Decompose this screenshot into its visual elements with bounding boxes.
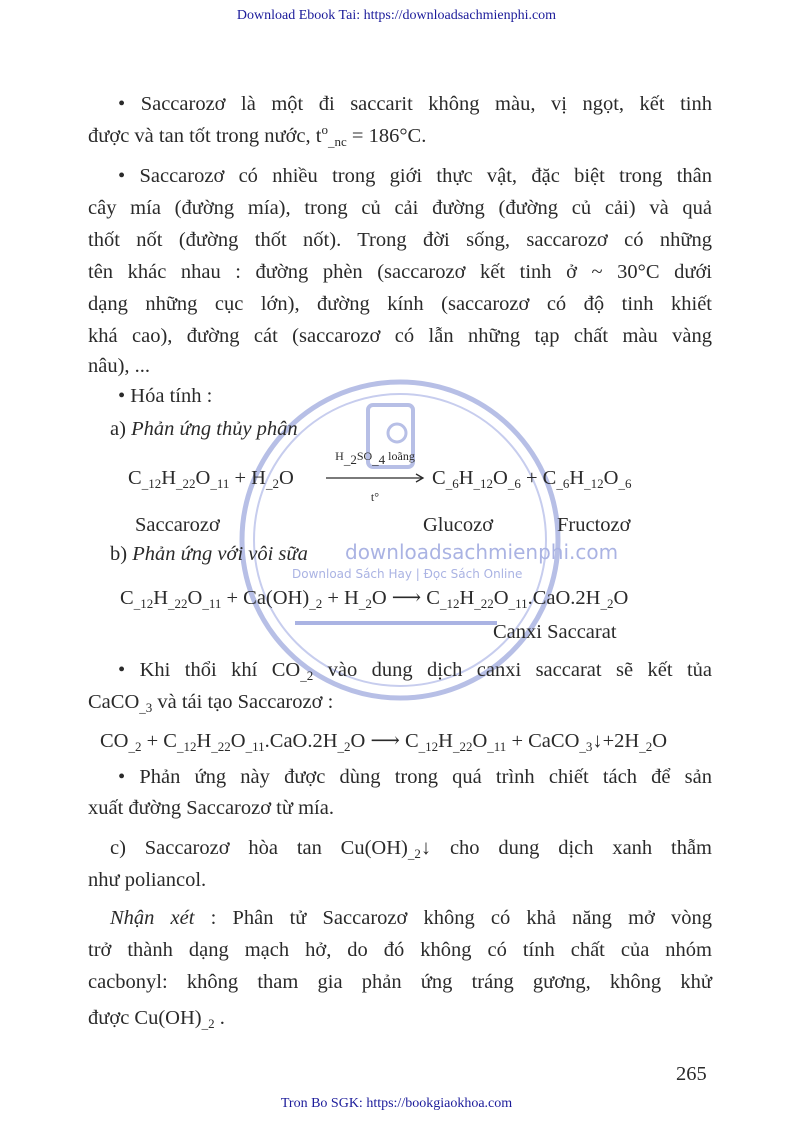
reaction-arrow-icon	[326, 471, 426, 485]
text-run: nâu), ...	[88, 355, 151, 377]
text-line	[88, 690, 333, 714]
subscript: _22	[168, 596, 188, 611]
compound-label	[423, 513, 493, 537]
text-line	[110, 906, 712, 930]
text-run: SO	[356, 449, 373, 463]
subscript: _2	[128, 739, 142, 754]
text-run: trở thành dạng mạch hở, do đó không có tính chất của nhóm	[88, 939, 712, 961]
text-run: • Khi thổi khí CO	[118, 659, 301, 681]
text-line	[88, 796, 334, 820]
section-heading	[110, 542, 308, 566]
text-line	[88, 124, 426, 148]
text-run: .	[214, 1007, 225, 1029]
subscript: _22	[176, 476, 196, 491]
equation-reactants	[128, 466, 294, 490]
compound-label	[557, 513, 630, 537]
text-run: ↓+2H	[592, 730, 640, 752]
text-run: + C	[520, 467, 557, 489]
subscript: _12	[473, 476, 493, 491]
text-line	[88, 868, 206, 892]
compound-label	[135, 513, 220, 537]
compound-label	[493, 620, 617, 644]
subscript: _2	[639, 739, 653, 754]
subscript: _3	[139, 700, 153, 715]
subscript: _2	[343, 452, 357, 467]
subscript: _12	[418, 739, 439, 754]
watermark-site: downloadsachmienphi.com	[345, 540, 619, 564]
text-run: C	[432, 467, 446, 489]
text-run: cây mía (đường mía), trong củ cải đường (đường củ cải) và quả	[88, 197, 712, 219]
text-run: thốt nốt (đường thốt nốt). Trong đời sống, saccarozơ có những	[88, 229, 712, 251]
text-run: C	[120, 587, 134, 609]
watermark-slogan: Download Sách Hay | Đọc Sách Online	[292, 567, 523, 581]
text-run: khá cao), đường cát (saccarozơ có lẫn những tạp chất màu vàng	[88, 325, 712, 347]
text-run: O	[187, 587, 203, 609]
text-run: O	[493, 587, 509, 609]
text-run: H	[196, 730, 212, 752]
text-line	[118, 658, 712, 682]
text-run: c) Saccarozơ hòa tan Cu(OH)	[110, 837, 408, 859]
italic-text: Phản ứng thủy phân	[131, 418, 298, 440]
text-run: O ⟶ C	[350, 730, 419, 752]
text-run: b)	[110, 543, 133, 565]
text-run: dạng những cục lớn), đường kính (saccarozơ có độ tinh khiết	[88, 293, 712, 315]
text-run: H	[438, 730, 453, 752]
text-run: như poliancol.	[88, 869, 207, 891]
subscript: _12	[133, 596, 154, 611]
subscript: _11	[210, 476, 230, 491]
text-run: O	[472, 730, 488, 752]
text-run: O	[603, 467, 619, 489]
italic-text: Nhận xét	[110, 907, 195, 929]
text-line	[88, 324, 712, 348]
text-line	[118, 765, 712, 789]
subscript: _2	[309, 596, 323, 611]
text-run: được Cu(OH)	[88, 1007, 202, 1029]
equation	[120, 586, 628, 610]
subscript: _11	[487, 739, 507, 754]
text-run: a)	[110, 418, 132, 440]
superscript: o	[321, 122, 328, 137]
subscript: _2	[600, 596, 614, 611]
subscript: _6	[445, 476, 459, 491]
text-run: Glucozơ	[423, 514, 494, 536]
subscript: _3	[579, 739, 593, 754]
subscript: _6	[556, 476, 570, 491]
subscript: _2	[265, 476, 279, 491]
text-run: O	[613, 587, 629, 609]
text-run: Fructozơ	[557, 514, 631, 536]
text-run: • Phản ứng này được dùng trong quá trình chiết tách để sản	[118, 766, 712, 788]
subscript: _2	[358, 596, 372, 611]
text-run: O	[652, 730, 668, 752]
text-run: xuất đường Saccarozơ từ mía.	[88, 797, 334, 819]
text-line	[88, 354, 150, 378]
subscript: _6	[507, 476, 521, 491]
text-line	[88, 938, 712, 962]
text-line	[110, 836, 712, 860]
text-line	[118, 92, 712, 116]
text-line	[88, 228, 712, 252]
text-run: CaCO	[88, 691, 140, 713]
text-line	[118, 164, 712, 188]
equation-products	[432, 466, 631, 490]
subscript: _2	[300, 668, 314, 683]
text-run: tên khác nhau : đường phèn (saccarozơ kết tinh ở ~ 30°C dưới	[88, 261, 712, 283]
subscript: _2	[407, 846, 421, 861]
text-line	[88, 1006, 225, 1030]
subscript: _22	[474, 596, 494, 611]
subscript: _11	[202, 596, 222, 611]
text-line	[88, 260, 712, 284]
text-run: H	[153, 587, 168, 609]
text-run: • Hóa tính :	[118, 385, 213, 407]
subscript: _11	[508, 596, 528, 611]
text-run: + CaCO	[506, 730, 580, 752]
text-run: cacbonyl: không tham gia phản ứng tráng gương, không khử	[88, 971, 712, 993]
equation	[100, 729, 667, 753]
subscript: _22	[452, 739, 473, 754]
text-run: H	[459, 587, 475, 609]
text-run: O	[230, 730, 246, 752]
text-run: • Saccarozơ có nhiều trong giới thực vật, đặc biệt trong thân	[118, 165, 712, 187]
text-run: .CaO.2H	[527, 587, 601, 609]
arrow-condition-above	[330, 449, 420, 467]
text-line	[88, 292, 712, 316]
text-run: + H	[229, 467, 266, 489]
page-header-link[interactable]: Download Ebook Tai: https://downloadsachmienphi.com	[236, 8, 557, 23]
subscript: _12	[584, 476, 604, 491]
subscript: _12	[141, 476, 162, 491]
text-run: = 186°C.	[346, 125, 427, 147]
text-line	[88, 196, 712, 220]
subscript: _12	[439, 596, 460, 611]
text-line	[88, 970, 712, 994]
text-run: + H	[322, 587, 359, 609]
text-run: loãng	[385, 449, 415, 463]
italic-text: Phản ứng với vôi sữa	[132, 543, 308, 565]
arrow-condition-below	[350, 490, 400, 504]
subscript: _2	[337, 739, 351, 754]
subscript: _2	[201, 1016, 215, 1031]
text-run: O	[278, 467, 294, 489]
subscript: _12	[176, 739, 197, 754]
section-heading	[110, 417, 298, 441]
text-run: + C	[141, 730, 177, 752]
text-run: H	[458, 467, 474, 489]
page-number: 265	[676, 1063, 707, 1085]
text-run: ↓ cho dung dịch xanh thẫm	[420, 837, 712, 859]
subscript: _6	[618, 476, 632, 491]
text-run: Canxi Saccarat	[493, 621, 617, 643]
text-run: H	[161, 467, 176, 489]
text-run: CO	[100, 730, 129, 752]
subscript: _22	[211, 739, 231, 754]
text-run: được và tan tốt trong nước, t	[88, 125, 322, 147]
text-run: • Saccarozơ là một đi saccarit không màu, vị ngọt, kết tinh	[118, 93, 712, 115]
text-run: : Phân tử Saccarozơ không có khả năng mở vòng	[194, 907, 712, 929]
text-run: và tái tạo Saccarozơ :	[152, 691, 334, 713]
text-run: C	[128, 467, 142, 489]
text-run: H	[569, 467, 585, 489]
text-run: t°	[370, 490, 380, 504]
text-run: O	[493, 467, 508, 489]
text-run: .CaO.2H	[264, 730, 338, 752]
text-run: O ⟶ C	[371, 587, 440, 609]
subscript: _nc	[327, 134, 347, 149]
text-line	[118, 384, 212, 408]
text-run: + Ca(OH)	[221, 587, 310, 609]
text-run: Saccarozơ	[135, 514, 220, 536]
subscript: _11	[245, 739, 265, 754]
subscript: _4	[372, 452, 386, 467]
text-run: O	[195, 467, 211, 489]
text-run: vào dung dịch canxi saccarat sẽ kết tủa	[313, 659, 712, 681]
page-footer-link[interactable]: Tron Bo SGK: https://bookgiaokhoa.com	[280, 1096, 513, 1111]
text-run: H	[335, 449, 344, 463]
